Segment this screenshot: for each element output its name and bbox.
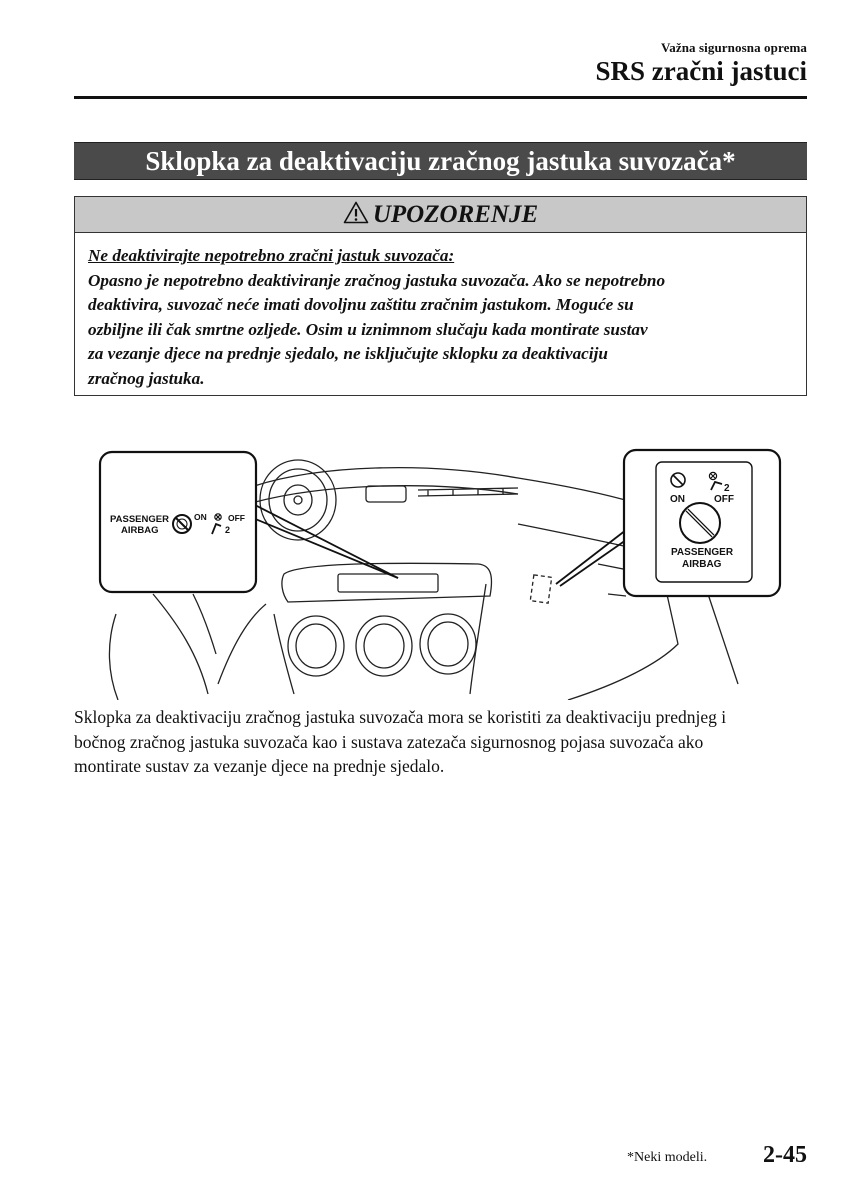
body-paragraph [74,705,814,779]
left-off-label: OFF [228,513,245,523]
section-title-bar [74,142,807,180]
warning-lead: Ne deaktivirajte nepotrebno zračni jastuk suvozača: [88,246,455,265]
warning-line: ozbiljne ili čak smrtne ozljede. Osim u iznimnom slučaju kada montirate sustav [88,319,648,339]
key-switch-dial [680,503,720,543]
dashboard-illustration [98,444,782,700]
header-divider [74,96,807,99]
warning-triangle-icon [343,201,369,229]
left-on-label: ON [194,512,207,522]
callout-leader-lines [253,504,626,586]
body-line: Sklopka za deaktivaciju zračnog jastuka suvozača mora se koristiti za deaktivaciju prednjeg i [74,707,727,727]
warning-box [74,196,807,396]
warning-line: zračnog jastuka. [88,368,205,388]
chapter-title: Važna sigurnosna oprema [660,40,807,55]
footnote: *Neki modeli. [627,1150,708,1165]
left-label-line1: PASSENGER [110,514,169,525]
warning-line: Opasno je nepotrebno deaktiviranje zračnog jastuka suvozača. Ako se nepotrebno [88,270,666,290]
warning-line: za vezanje djece na prednje sjedalo, ne isključujte sklopku za deaktivaciju [88,344,608,363]
body-line: montirate sustav za vezanje djece na prednje sjedalo. [74,756,445,776]
warning-title: UPOZORENJE [372,200,539,228]
right-on-label: ON [670,494,685,505]
section-title: Sklopka za deaktivaciju zračnog jastuka suvozača* [145,145,736,176]
body-line: bočnog zračnog jastuka suvozača kao i sustava zatezača sigurnosnog pojasa suvozača ako [74,731,704,752]
left-seat-number: 2 [225,525,231,535]
section-header-title: SRS zračni jastuci [595,56,807,86]
warning-header [75,197,806,233]
right-seat-number: 2 [724,483,730,494]
warning-line: deaktivira, suvozač neće imati dovoljnu zaštitu zračnim jastukom. Moguće su [88,295,634,314]
page-number: 2-45 [763,1142,807,1168]
right-off-label: OFF [714,494,734,505]
left-label-line2: AIRBAG [121,525,159,536]
right-label-line1: PASSENGER [671,547,734,558]
right-label-line2: AIRBAG [682,559,722,570]
warning-body [75,233,806,391]
